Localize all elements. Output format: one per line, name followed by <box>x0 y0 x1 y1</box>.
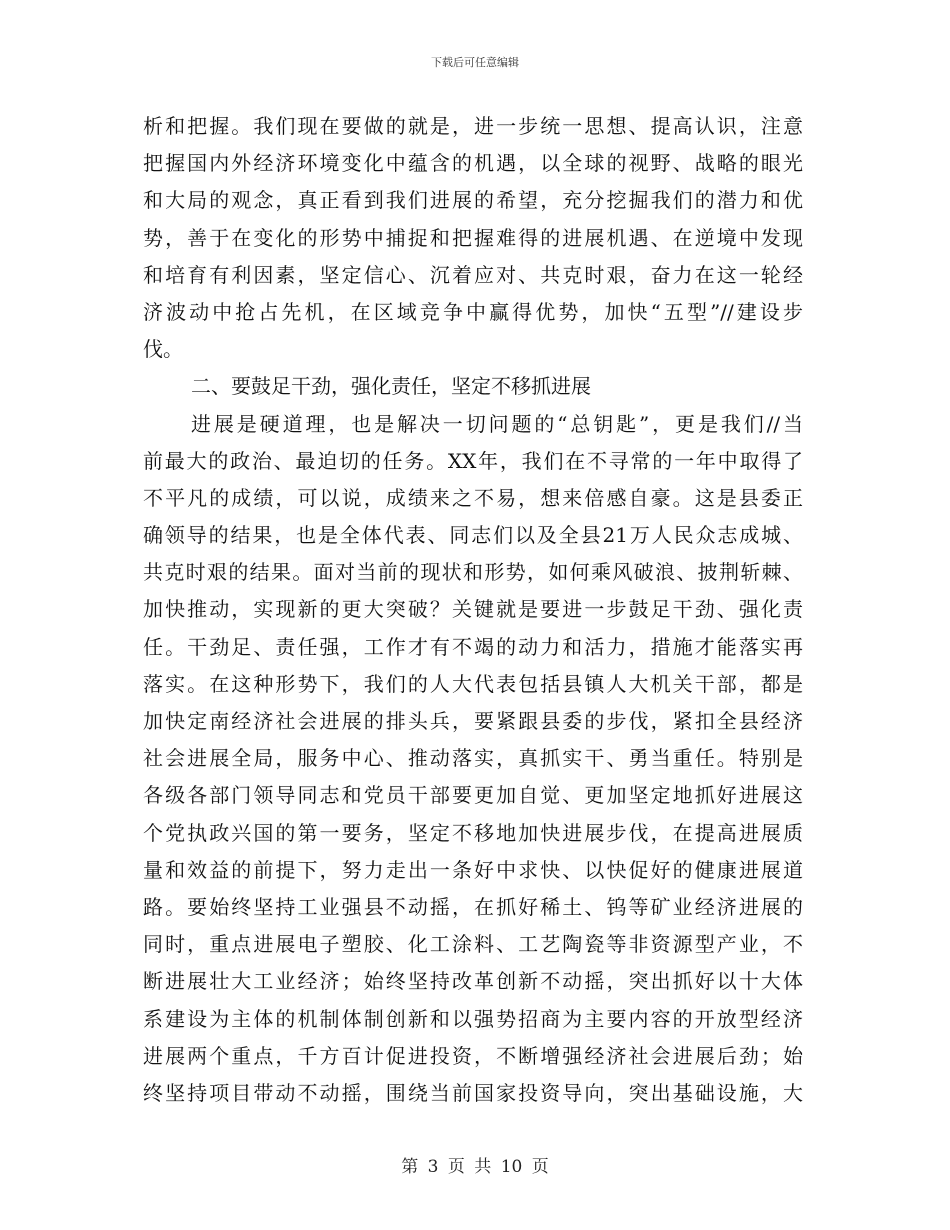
body-line: 断进展壮大工业经济；始终坚持改革创新不动摇，突出抓好以十大体 <box>143 969 803 994</box>
body-line: 确领导的结果，也是全体代表、同志们以及全县21万人民众志成城、 <box>143 523 803 548</box>
body-line: 伐。 <box>143 337 183 362</box>
body-line: 和大局的观念，真正看到我们进展的希望，充分挖掘我们的潜力和优 <box>143 188 803 213</box>
body-line: 和培育有利因素，坚定信心、沉着应对、共克时艰，奋力在这一轮经 <box>143 262 803 287</box>
page-header: 下载后可任意编辑 <box>431 56 519 69</box>
body-line: 个党执政兴国的第一要务，坚定不移地加快进展步伐，在提高进展质 <box>143 820 803 845</box>
body-line: 落实。在这种形势下，我们的人大代表包括县镇人大机关干部，都是 <box>143 671 803 696</box>
body-line: 把握国内外经济环境变化中蕴含的机遇，以全球的视野、战略的眼光 <box>143 151 803 176</box>
body-line: 进展是硬道理，也是解决一切问题的“总钥匙”，更是我们//当 <box>191 411 803 436</box>
body-line: 加快定南经济社会进展的排头兵，要紧跟县委的步伐，紧扣全县经济 <box>143 709 803 733</box>
body-line: 终坚持项目带动不动摇，围绕当前国家投资导向，突出基础设施，大 <box>143 1080 803 1105</box>
document-body <box>143 108 803 1112</box>
section-heading: 二、要鼓足干劲，强化责任，坚定不移抓进展 <box>191 374 591 399</box>
body-line: 济波动中抢占先机，在区域竞争中赢得优势，加快“五型”//建设步 <box>143 299 803 324</box>
body-line: 析和把握。我们现在要做的就是，进一步统一思想、提高认识，注意 <box>143 114 803 138</box>
body-line: 路。要始终坚持工业强县不动摇，在抓好稀土、钨等矿业经济进展的 <box>143 894 803 919</box>
body-line: 任。干劲足、责任强，工作才有不竭的动力和活力，措施才能落实再 <box>143 634 803 659</box>
body-line: 加快推动，实现新的更大突破？关键就是要进一步鼓足干劲、强化责 <box>143 597 803 622</box>
body-line: 势，善于在变化的形势中捕捉和把握难得的进展机遇、在逆境中发现 <box>143 225 803 250</box>
body-line: 各级各部门领导同志和党员干部要更加自觉、更加坚定地抓好进展这 <box>143 783 803 808</box>
body-line: 系建设为主体的机制体制创新和以强势招商为主要内容的开放型经济 <box>143 1006 803 1031</box>
body-line: 同时，重点进展电子塑胶、化工涂料、工艺陶瓷等非资源型产业，不 <box>143 932 803 957</box>
body-line: 社会进展全局，服务中心、推动落实，真抓实干、勇当重任。特别是 <box>143 746 803 771</box>
body-line: 前最大的政治、最迫切的任务。XX年，我们在不寻常的一年中取得了 <box>143 448 803 473</box>
body-line: 共克时艰的结果。面对当前的现状和形势，如何乘风破浪、披荆斩棘、 <box>143 560 803 585</box>
body-line: 进展两个重点，千方百计促进投资，不断增强经济社会进展后劲；始 <box>143 1043 803 1068</box>
body-line: 量和效益的前提下，努力走出一条好中求快、以快促好的健康进展道 <box>143 857 803 882</box>
body-line: 不平凡的成绩，可以说，成绩来之不易，想来倍感自豪。这是县委正 <box>143 485 803 510</box>
page-number: 第 3 页 共 10 页 <box>401 1157 549 1177</box>
